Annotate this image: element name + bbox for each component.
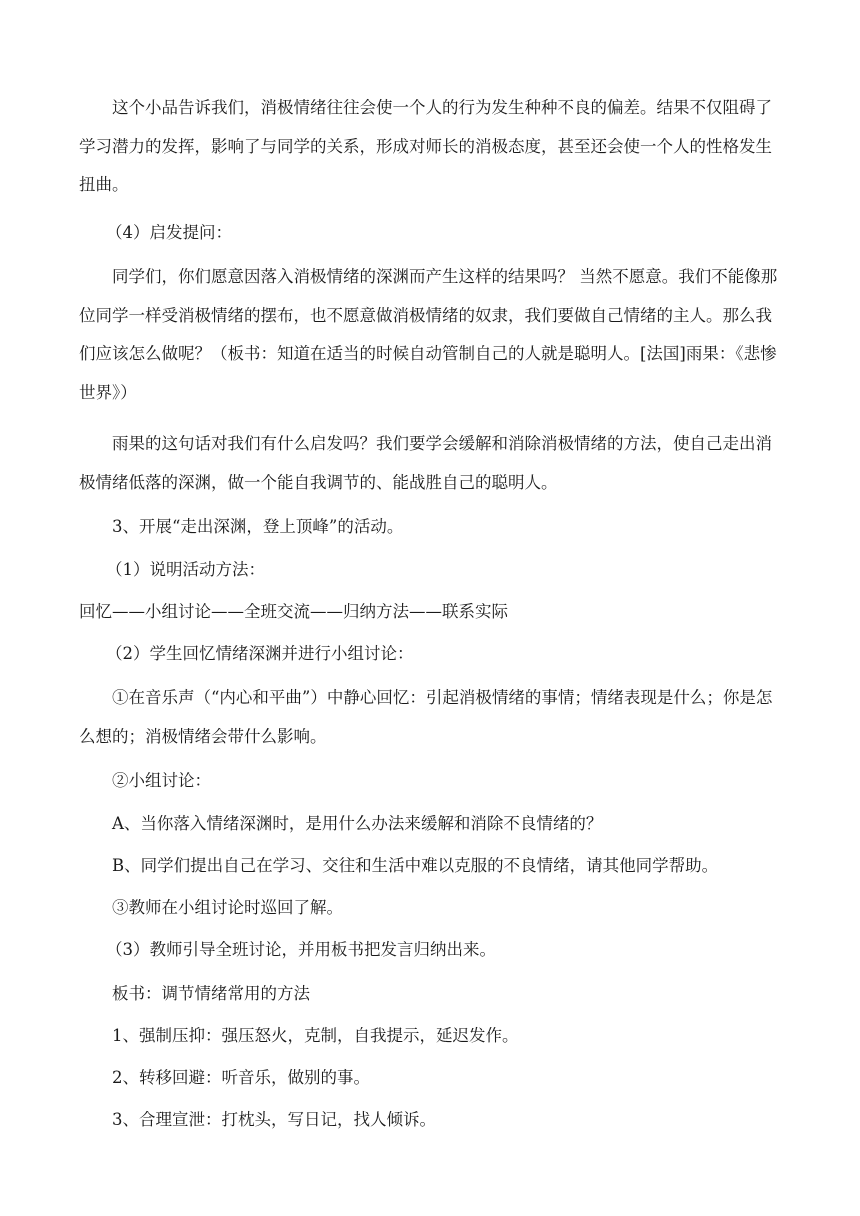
paragraph-students-question: 同学们，你们愿意因落入消极情绪的深渊而产生这样的结果吗？ 当然不愿意。我们不能像那位同学一样受消极情绪的摆布，也不愿意做消极情绪的奴隶，我们要做自己情绪的主人。那么我们应该怎么做呢？（板书：知道在适当的时候自动管制自己的人就是聪明人。[法国]雨果：《悲惨世界》） <box>79 267 778 402</box>
item-discussion-a: A、当你落入情绪深渊时，是用什么办法来缓解和消除不良情绪的？ <box>112 814 603 833</box>
paragraph-activity-steps: 回忆——小组讨论——全班交流——归纳方法——联系实际 <box>79 602 508 621</box>
heading-class-discussion: （3）教师引导全班讨论，并用板书把发言归纳出来。 <box>106 940 496 959</box>
paragraph-skit-conclusion: 这个小品告诉我们，消极情绪往往会使一个人的行为发生种种不良的偏差。结果不仅阻碍了学习潜力的发挥，影响了与同学的关系，形成对师长的消极态度，甚至还会使一个人的性格发生扭曲。 <box>79 98 772 194</box>
heading-activity-method: （1）说明活动方法： <box>106 560 265 579</box>
paragraph-hugo-inspiration: 雨果的这句话对我们有什么启发吗？我们要学会缓解和消除消极情绪的方法，使自己走出消极情绪低落的深渊，做一个能自我调节的、能战胜自己的聪明人。 <box>79 434 772 492</box>
heading-inspire-question: （4）启发提问： <box>106 223 232 242</box>
paragraph-music-recall: ①在音乐声（“内心和平曲”）中静心回忆：引起消极情绪的事情；情绪表现是什么；你是怎么想的；消极情绪会带什么影响。 <box>79 688 773 746</box>
heading-recall-discuss: （2）学生回忆情绪深渊并进行小组讨论： <box>106 644 414 663</box>
heading-group-discussion: ②小组讨论： <box>112 771 211 790</box>
method-item-3: 3、合理宣泄：打枕头，写日记，找人倾诉。 <box>112 1110 436 1129</box>
heading-activity: 3、开展“走出深渊，登上顶峰”的活动。 <box>112 517 404 536</box>
item-discussion-b: B、同学们提出自己在学习、交往和生活中难以克服的不良情绪，请其他同学帮助。 <box>112 856 719 875</box>
item-teacher-patrol: ③教师在小组讨论时巡回了解。 <box>112 898 343 917</box>
method-item-2: 2、转移回避：听音乐，做别的事。 <box>112 1068 370 1087</box>
heading-blackboard-methods: 板书：调节情绪常用的方法 <box>112 984 310 1003</box>
method-item-1: 1、强制压抑：强压怒火，克制，自我提示，延迟发作。 <box>112 1026 519 1045</box>
